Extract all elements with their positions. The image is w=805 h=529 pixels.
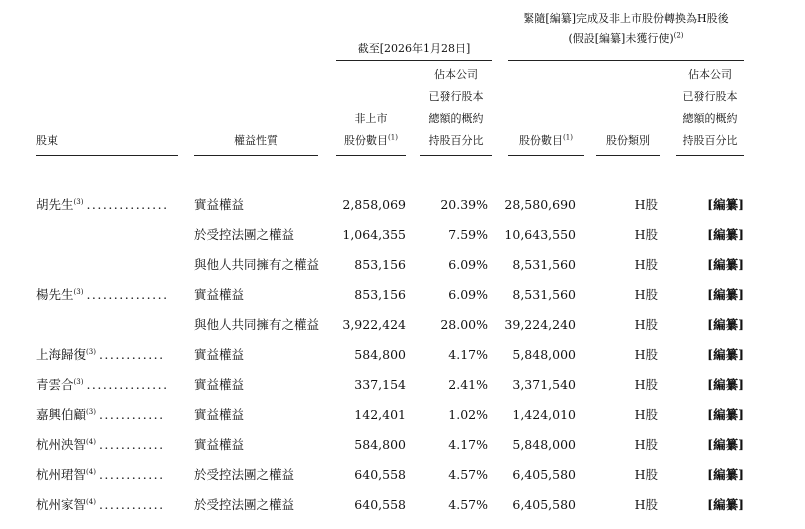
shareholder-name: 青雲合 [36, 377, 74, 392]
footnote-marker: (1) [563, 133, 573, 142]
group-header-after-listing [508, 8, 744, 30]
col-header-pct1-line3: 總額的概約 [428, 112, 484, 125]
leader-dots: ............ [98, 347, 165, 362]
unlisted-shares-cell: 640,558 [354, 497, 406, 512]
leader-dots: ............... [86, 197, 169, 212]
share-class-cell: H股 [634, 257, 658, 272]
unlisted-shares-cell: 584,800 [354, 347, 406, 362]
share-class-cell: H股 [634, 347, 658, 362]
col-header-pct1-line2: 已發行股本 [428, 90, 484, 103]
pct-before-cell: 7.59% [448, 227, 488, 242]
col-header-unlisted-line2: 股份數目 [344, 134, 389, 147]
col-header-pct2-line4: 持股百分比 [682, 134, 738, 147]
unlisted-shares-cell: 142,401 [354, 407, 406, 422]
nature-cell: 於受控法團之權益 [194, 227, 295, 242]
nature-cell: 實益權益 [194, 407, 245, 422]
share-class-cell: H股 [634, 197, 658, 212]
nature-cell: 與他人共同擁有之權益 [194, 257, 320, 272]
col-header-pct1 [420, 64, 492, 152]
shares-after-cell: 8,531,560 [512, 257, 576, 272]
footnote-marker: (2) [673, 31, 684, 40]
nature-cell: 於受控法團之權益 [194, 467, 295, 482]
group-header-after-listing-sub [508, 28, 744, 50]
col-header-pct2-line2: 已發行股本 [682, 90, 738, 103]
shares-after-cell: 6,405,580 [512, 467, 576, 482]
shares-after-cell: 6,405,580 [512, 497, 576, 512]
shareholder-cell [36, 497, 165, 513]
rule-pct1 [420, 155, 492, 156]
nature-cell: 與他人共同擁有之權益 [194, 317, 320, 332]
pct-after-cell: [編纂] [707, 227, 744, 242]
shareholder-cell [36, 407, 165, 423]
pct-after-cell: [編纂] [707, 287, 744, 302]
col-header-pct2 [676, 64, 744, 152]
nature-cell: 於受控法團之權益 [194, 497, 295, 512]
col-header-pct1-line1: 佔本公司 [434, 68, 478, 81]
share-class-cell: H股 [634, 407, 658, 422]
group-header-as-at [336, 38, 492, 60]
rule-shares2 [508, 155, 584, 156]
shareholder-cell [36, 287, 169, 303]
shareholder-cell [36, 197, 169, 213]
footnote-marker: (3) [73, 197, 84, 206]
shareholder-name: 嘉興伯顧 [36, 407, 87, 422]
group-rule-after-listing [508, 60, 744, 61]
shareholder-name: 楊先生 [36, 287, 74, 302]
shares-after-cell: 5,848,000 [512, 437, 576, 452]
col-header-pct1-line4: 持股百分比 [428, 134, 484, 147]
pct-before-cell: 20.39% [440, 197, 488, 212]
nature-cell: 實益權益 [194, 287, 245, 302]
rule-pct2 [676, 155, 744, 156]
nature-cell: 實益權益 [194, 377, 245, 392]
pct-before-cell: 4.57% [448, 497, 488, 512]
pct-after-cell: [編纂] [707, 497, 744, 512]
group-header-as-at-text: 截至[2026年1月28日] [357, 42, 471, 55]
pct-before-cell: 6.09% [448, 257, 488, 272]
pct-after-cell: [編纂] [707, 347, 744, 362]
col-header-pct2-line3: 總額的概約 [682, 112, 738, 125]
shares-after-cell: 1,424,010 [512, 407, 576, 422]
unlisted-shares-cell: 584,800 [354, 437, 406, 452]
col-header-unlisted [336, 108, 406, 152]
leader-dots: ............ [98, 467, 165, 482]
shares-after-cell: 8,531,560 [512, 287, 576, 302]
rule-unlisted [336, 155, 406, 156]
shareholder-cell [36, 467, 165, 483]
pct-before-cell: 1.02% [448, 407, 488, 422]
share-class-cell: H股 [634, 287, 658, 302]
shareholder-name: 杭州家智 [36, 497, 87, 512]
pct-after-cell: [編纂] [707, 257, 744, 272]
footnote-marker: (3) [86, 407, 96, 416]
shareholder-name: 胡先生 [36, 197, 74, 212]
leader-dots: ............ [98, 407, 165, 422]
unlisted-shares-cell: 640,558 [354, 467, 406, 482]
shares-after-cell: 28,580,690 [504, 197, 576, 212]
footnote-marker: (4) [86, 437, 96, 446]
pct-before-cell: 4.57% [448, 467, 488, 482]
col-header-unlisted-line1: 非上市 [354, 112, 388, 125]
unlisted-shares-cell: 853,156 [354, 287, 406, 302]
share-class-cell: H股 [634, 497, 658, 512]
shareholder-name: 杭州珺智 [36, 467, 87, 482]
shareholder-cell [36, 377, 169, 393]
col-header-shares2-text: 股份數目 [519, 134, 564, 147]
pct-after-cell: [編纂] [707, 377, 744, 392]
unlisted-shares-cell: 3,922,424 [342, 317, 406, 332]
leader-dots: ............ [98, 437, 165, 452]
pct-before-cell: 2.41% [448, 377, 488, 392]
nature-cell: 實益權益 [194, 437, 245, 452]
unlisted-shares-cell: 1,064,355 [342, 227, 406, 242]
shareholder-cell [36, 347, 165, 363]
shareholder-name: 杭州泱智 [36, 437, 87, 452]
pct-after-cell: [編纂] [707, 437, 744, 452]
unlisted-shares-cell: 337,154 [354, 377, 406, 392]
rule-shareholder [36, 155, 178, 156]
col-header-pct2-line1: 佔本公司 [688, 68, 732, 81]
shares-after-cell: 3,371,540 [512, 377, 576, 392]
rule-class [596, 155, 660, 156]
nature-cell: 實益權益 [194, 197, 245, 212]
footnote-marker: (3) [73, 287, 84, 296]
unlisted-shares-cell: 2,858,069 [342, 197, 406, 212]
footnote-marker: (1) [388, 133, 398, 142]
group-header-after-listing-line1: 緊隨[編纂]完成及非上市股份轉換為H股後 [523, 12, 729, 25]
shares-after-cell: 5,848,000 [512, 347, 576, 362]
leader-dots: ............... [86, 287, 169, 302]
col-header-class: 股份類別 [606, 134, 650, 147]
shareholder-cell [36, 437, 165, 453]
nature-cell: 實益權益 [194, 347, 245, 362]
leader-dots: ............... [86, 377, 169, 392]
share-class-cell: H股 [634, 467, 658, 482]
col-header-shareholder: 股東 [36, 134, 58, 147]
share-class-cell: H股 [634, 227, 658, 242]
rule-nature [194, 155, 318, 156]
footnote-marker: (4) [86, 497, 96, 506]
col-header-nature: 權益性質 [234, 134, 278, 147]
shares-after-cell: 10,643,550 [504, 227, 576, 242]
pct-before-cell: 6.09% [448, 287, 488, 302]
shareholder-name: 上海歸復 [36, 347, 87, 362]
share-class-cell: H股 [634, 437, 658, 452]
footnote-marker: (3) [86, 347, 96, 356]
footnote-marker: (3) [73, 377, 84, 386]
pct-after-cell: [編纂] [707, 317, 744, 332]
footnote-marker: (4) [86, 467, 96, 476]
leader-dots: ............ [98, 497, 165, 512]
pct-after-cell: [編纂] [707, 407, 744, 422]
share-class-cell: H股 [634, 377, 658, 392]
group-header-after-listing-line2: (假設[編纂]未獲行使) [568, 32, 674, 45]
pct-after-cell: [編纂] [707, 197, 744, 212]
shares-after-cell: 39,224,240 [504, 317, 576, 332]
share-class-cell: H股 [634, 317, 658, 332]
pct-before-cell: 4.17% [448, 347, 488, 362]
pct-before-cell: 28.00% [440, 317, 488, 332]
unlisted-shares-cell: 853,156 [354, 257, 406, 272]
pct-after-cell: [編纂] [707, 467, 744, 482]
pct-before-cell: 4.17% [448, 437, 488, 452]
group-rule-as-at [336, 60, 492, 61]
col-header-shares2 [508, 130, 584, 152]
